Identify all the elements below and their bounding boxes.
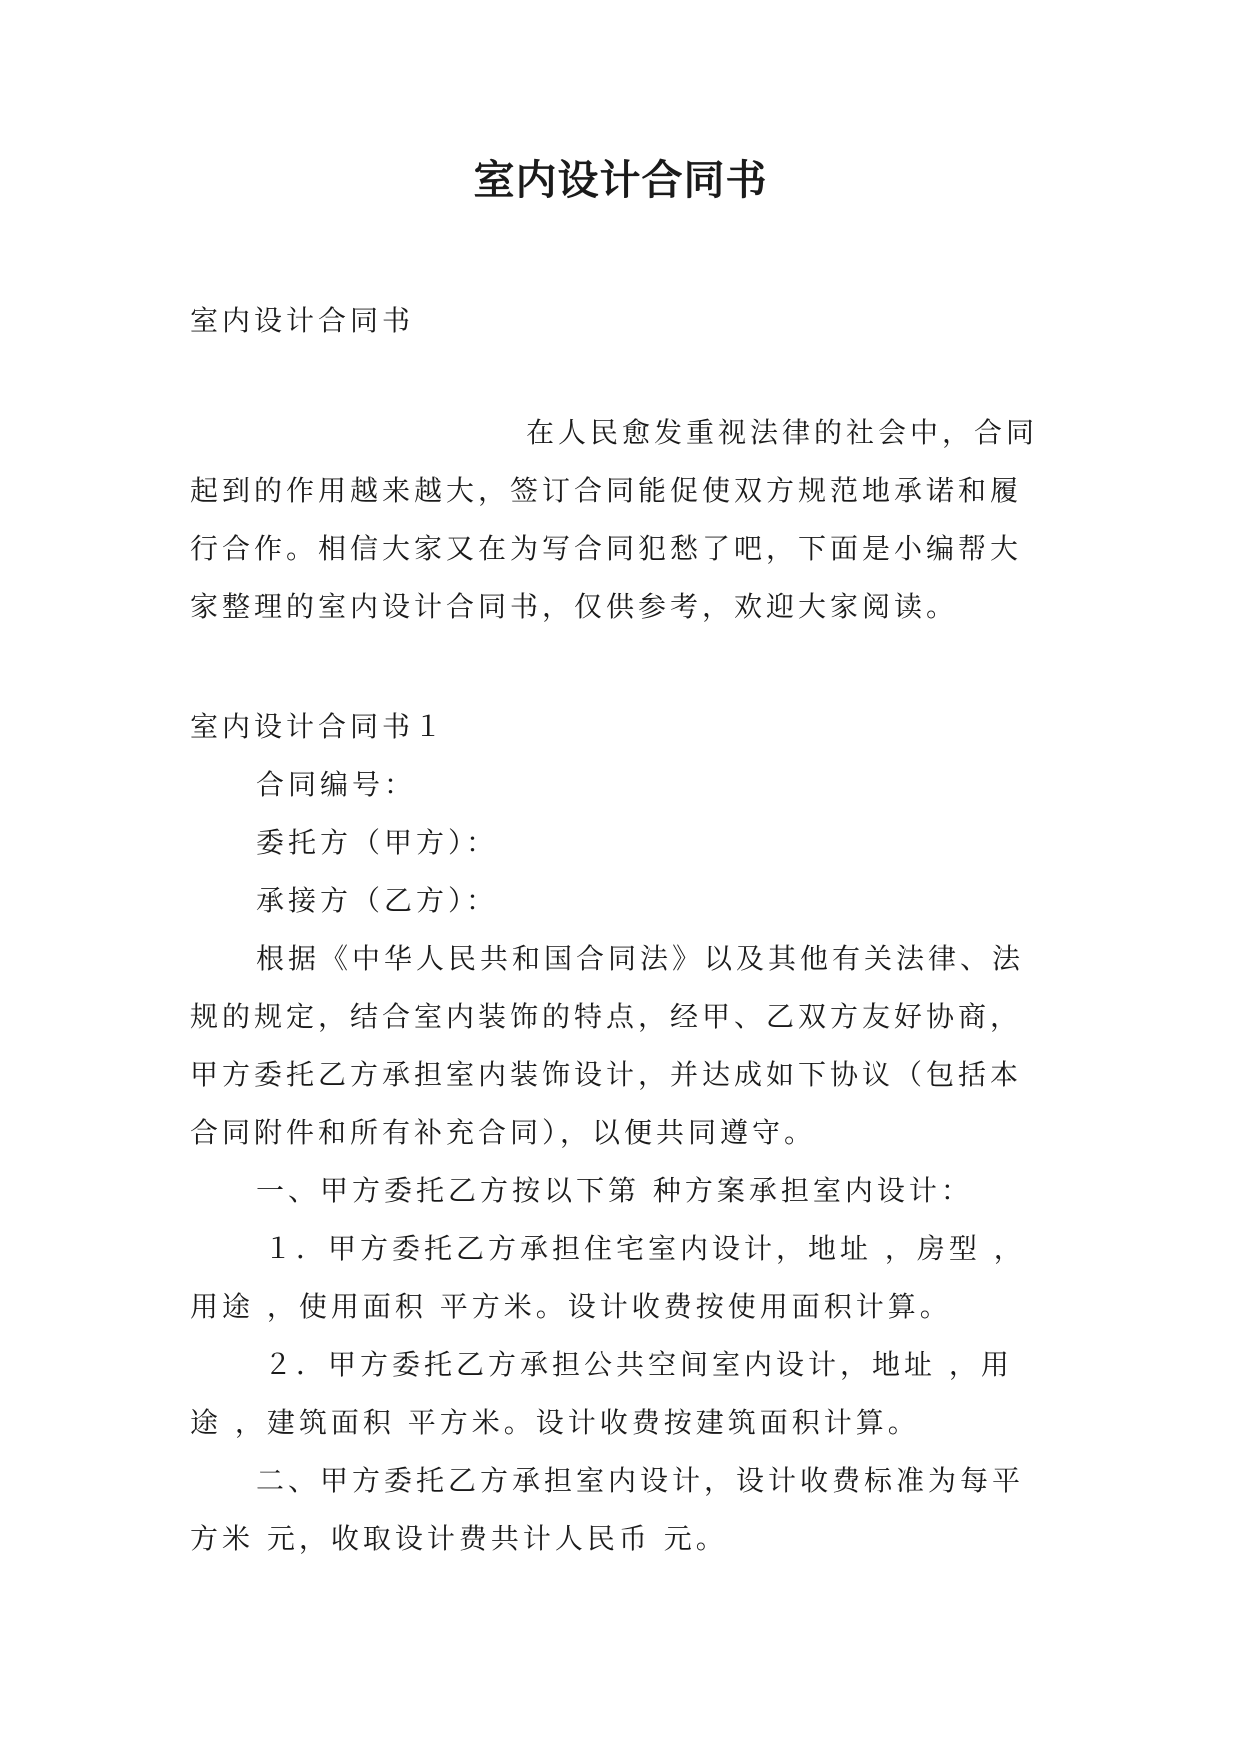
section-heading: 室内设计合同书１ — [190, 710, 447, 743]
item-one-line: １．甲方委托乙方承担住宅室内设计，地址 ，房型 ， — [264, 1232, 1026, 1265]
preamble-line: 甲方委托乙方承担室内装饰设计，并达成如下协议（包括本 — [190, 1058, 1023, 1091]
intro-line: 起到的作用越来越大，签订合同能促使双方规范地承诺和履 — [190, 474, 1023, 507]
preamble-line: 根据《中华人民共和国合同法》以及其他有关法律、法 — [256, 942, 1025, 975]
contract-section — [190, 698, 1052, 1568]
preamble-line: 合同附件和所有补充合同），以便共同遵守。 — [190, 1116, 817, 1149]
document-subtitle — [190, 292, 1052, 350]
contractor-label: 承接方（乙方）： — [256, 884, 499, 917]
document-title: 室内设计合同书 — [473, 156, 768, 204]
intro-line: 在人民愈发重视法律的社会中，合同 — [526, 416, 1039, 449]
clause-one: 一、甲方委托乙方按以下第 种方案承担室内设计： — [256, 1174, 973, 1207]
clause-two-line: 二、甲方委托乙方承担室内设计，设计收费标准为每平 — [256, 1464, 1025, 1497]
item-two-line: 途 ，建筑面积 平方米。设计收费按建筑面积计算。 — [190, 1406, 920, 1439]
subtitle-line: 室内设计合同书 — [190, 304, 415, 337]
intro-line: 家整理的室内设计合同书，仅供参考，欢迎大家阅读。 — [190, 590, 959, 623]
intro-paragraph — [190, 404, 1052, 636]
intro-line: 行合作。相信大家又在为写合同犯愁了吧，下面是小编帮大 — [190, 532, 1023, 565]
item-two-line: ２．甲方委托乙方承担公共空间室内设计，地址 ，用 — [264, 1348, 1013, 1381]
client-label: 委托方（甲方）： — [256, 826, 499, 859]
clause-two-line: 方米 元，收取设计费共计人民币 元。 — [190, 1522, 728, 1555]
preamble-line: 规的规定，结合室内装饰的特点，经甲、乙双方友好协商， — [190, 1000, 1023, 1033]
item-one-line: 用途 ，使用面积 平方米。设计收费按使用面积计算。 — [190, 1290, 952, 1323]
contract-number-label: 合同编号： — [256, 768, 417, 801]
